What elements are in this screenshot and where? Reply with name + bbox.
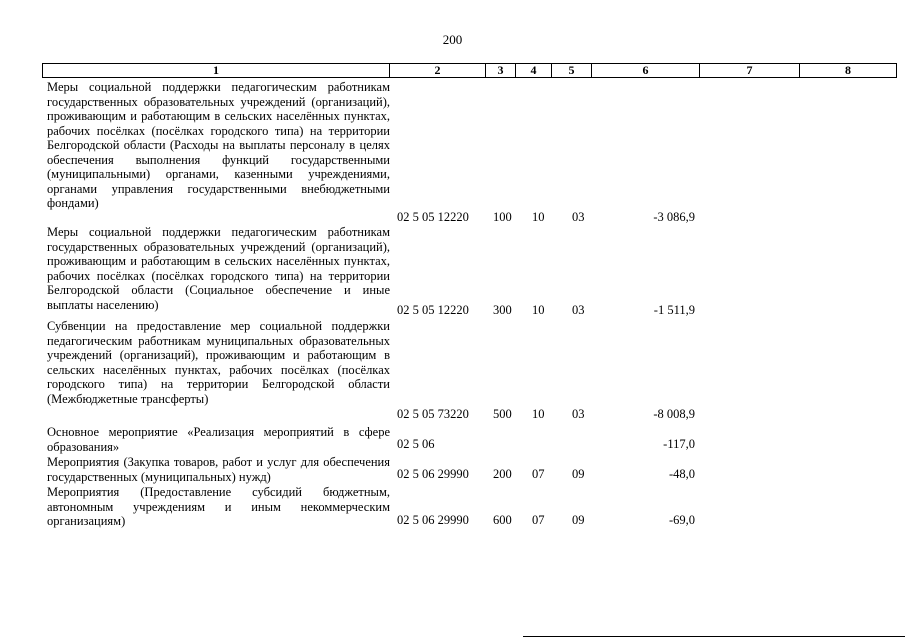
column-header-6: 6 <box>591 64 699 77</box>
row-description: Субвенции на предоставление мер социальной поддержки педагогическим работникам муниципальных образовательных учреждений (организаций), проживающим и работающим в сельских населённых пунктах, рабочих посёлках (посёлках городского типа) на территории Белгородской области (Межбюджетные трансферты) <box>47 319 390 406</box>
scan-edge-line <box>523 636 905 637</box>
row-amount: -8 008,9 <box>653 407 695 421</box>
row-amount: -69,0 <box>668 513 695 527</box>
row-rz: 10 <box>532 303 545 317</box>
column-header-2: 2 <box>389 64 485 77</box>
column-header-3: 3 <box>485 64 515 77</box>
row-code: 02 5 06 29990 <box>397 513 469 527</box>
row-vr: 500 <box>493 407 512 421</box>
row-code: 02 5 05 12220 <box>397 210 469 224</box>
row-pr: 03 <box>572 407 585 421</box>
row-amount: -117,0 <box>663 437 695 451</box>
row-description: Мероприятия (Предоставление субсидий бюджетным, автономным учреждениям и иным некоммерческим организациям) <box>47 485 390 528</box>
row-description: Основное мероприятие «Реализация мероприятий в сфере образования» <box>47 425 390 454</box>
row-amount: -48,0 <box>668 467 695 481</box>
row-pr: 03 <box>572 303 585 317</box>
column-header-1: 1 <box>213 63 219 77</box>
row-description: Мероприятия (Закупка товаров, работ и услуг для обеспечения государственных (муниципальных) нужд) <box>47 455 390 484</box>
row-code: 02 5 06 <box>397 437 435 451</box>
column-header-8: 8 <box>799 64 896 77</box>
row-amount: -3 086,9 <box>653 210 695 224</box>
page-number: 200 <box>442 32 463 47</box>
row-rz: 07 <box>532 467 545 481</box>
row-rz: 10 <box>532 210 545 224</box>
table-header <box>42 63 897 78</box>
row-vr: 200 <box>493 467 512 481</box>
row-vr: 100 <box>493 210 512 224</box>
row-rz: 10 <box>532 407 545 421</box>
column-header-7: 7 <box>699 64 799 77</box>
row-pr: 09 <box>572 513 585 527</box>
row-description: Меры социальной поддержки педагогическим работникам государственных образовательных учреждений (организаций), проживающим и работающим в сельских населённых пунктах, рабочих посёлках (посёлках городского типа) на территории Белгородской области (Расходы на выплаты персоналу в целях обеспечения выполнения функций государственными (муниципальными) органами, казенными учреждениями, органами управления государственными внебюджетными фондами) <box>47 80 390 210</box>
column-header-5: 5 <box>551 64 591 77</box>
row-vr: 300 <box>493 303 512 317</box>
row-amount: -1 511,9 <box>653 303 695 317</box>
row-code: 02 5 06 29990 <box>397 467 469 481</box>
row-rz: 07 <box>532 513 545 527</box>
row-pr: 03 <box>572 210 585 224</box>
row-description: Меры социальной поддержки педагогическим работникам государственных образовательных учреждений (организаций), проживающим и работающим в сельских населённых пунктах, рабочих посёлках (посёлках городского типа) на территории Белгородской области (Социальное обеспечение и иные выплаты населению) <box>47 225 390 312</box>
row-code: 02 5 05 73220 <box>397 407 469 421</box>
row-vr: 600 <box>493 513 512 527</box>
row-pr: 09 <box>572 467 585 481</box>
column-header-4: 4 <box>515 64 551 77</box>
row-code: 02 5 05 12220 <box>397 303 469 317</box>
